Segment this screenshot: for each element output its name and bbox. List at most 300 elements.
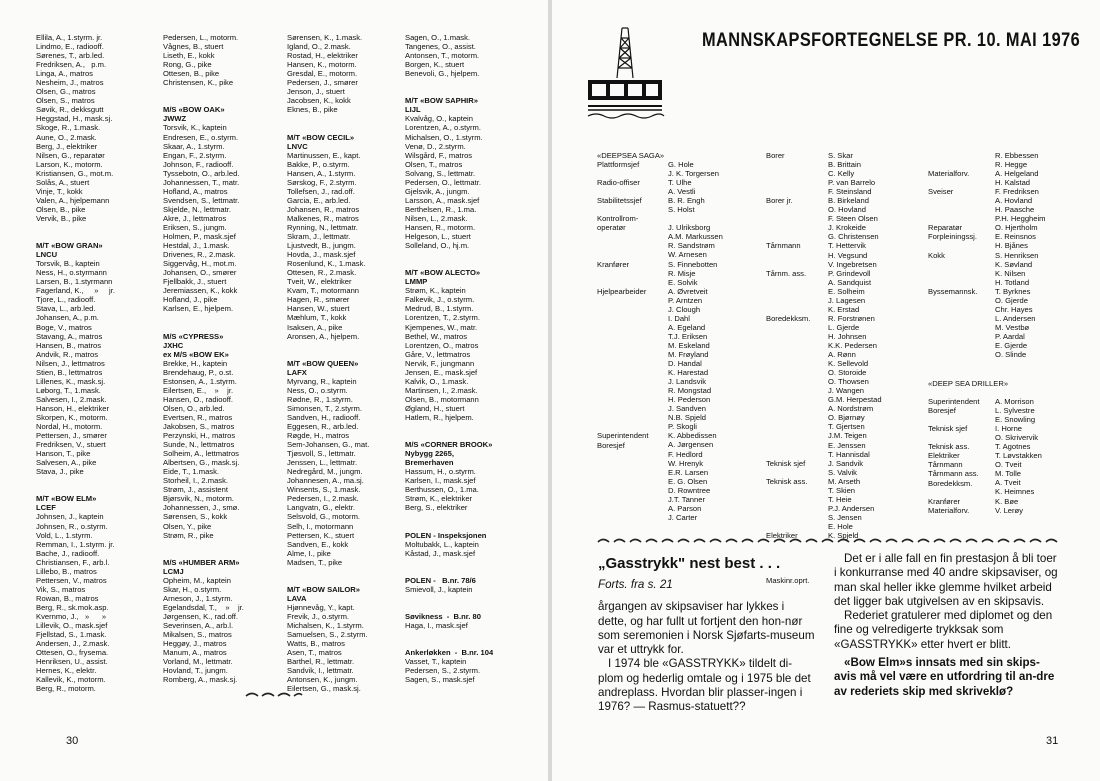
text-line: Stien, B., lettmatros bbox=[36, 367, 103, 377]
text-line: K. Søvland bbox=[995, 259, 1033, 269]
text-line: Simonsen, T., 2.styrm. bbox=[287, 403, 362, 413]
text-line: Elektriker bbox=[766, 530, 798, 540]
text-line: J. Wangen bbox=[828, 386, 865, 396]
text-line bbox=[597, 251, 664, 260]
text-line: Pedersen, L., motorm. bbox=[163, 33, 239, 42]
text-line: Boresjef bbox=[597, 440, 625, 450]
text-line: I. Dahl bbox=[668, 313, 690, 323]
text-line: Pedersen, O., lettmatr. bbox=[405, 177, 481, 187]
text-line: Teknisk sjef bbox=[928, 424, 968, 434]
text-line: Brekke, H., kaptein bbox=[163, 358, 228, 368]
text-line bbox=[36, 223, 115, 232]
text-line: Liseth, E., kokk bbox=[163, 51, 215, 61]
text-line: D. Rowntree bbox=[668, 485, 711, 495]
text-line: LCMJ bbox=[163, 566, 184, 576]
text-line: Fjellstad, S., 1.mask. bbox=[36, 630, 107, 640]
text-line: POLEN - Inspeksjonen bbox=[405, 530, 487, 540]
text-line: Olsen, B., pike bbox=[36, 204, 86, 214]
text-line bbox=[597, 477, 664, 486]
text-line: Pedersen, I., 2.mask. bbox=[287, 494, 359, 504]
text-line: Reparatør bbox=[928, 223, 963, 233]
text-line: O. Thowsen bbox=[828, 377, 869, 387]
text-line bbox=[928, 341, 977, 350]
text-line bbox=[766, 413, 810, 422]
text-line: K. Nilsen bbox=[995, 268, 1026, 278]
text-line: Larsen, B., 1.styrmann bbox=[36, 277, 113, 287]
text-line: Olsen, S., matros bbox=[36, 96, 95, 106]
text-line: Madsen, T., pike bbox=[287, 557, 343, 567]
text-line: POLEN - B.nr. 78/6 bbox=[405, 575, 476, 585]
text-line: E. G. Olsen bbox=[668, 476, 708, 486]
text-line: Plattformsjef bbox=[597, 160, 640, 170]
text-line bbox=[405, 594, 493, 603]
text-line bbox=[287, 123, 369, 132]
text-line: Teknisk ass. bbox=[928, 442, 970, 452]
text-line: O. Skrivervik bbox=[995, 433, 1039, 443]
text-line bbox=[766, 495, 810, 504]
crew3-roles bbox=[928, 151, 977, 359]
deepsea-saga-roles bbox=[597, 151, 664, 513]
text-line: Johansen, A., p.m. bbox=[36, 313, 99, 323]
text-line: Christiansen, F., arb.l. bbox=[36, 557, 110, 567]
text-line: Benevoli, G., hjelpem. bbox=[405, 69, 480, 79]
text-line bbox=[928, 314, 977, 323]
text-line bbox=[287, 576, 369, 585]
text-line bbox=[766, 278, 810, 287]
text-line: E.R. Larsen bbox=[668, 467, 709, 477]
text-line: Johnsen, J., kaptein bbox=[36, 512, 104, 522]
text-line: C. Kelly bbox=[828, 169, 855, 179]
text-line: R. Hegge bbox=[995, 160, 1028, 170]
text-line: Garcia, E., arb.led. bbox=[287, 195, 351, 205]
text-line: Superintendent bbox=[928, 397, 980, 407]
text-line: Stabilitetssjef bbox=[597, 196, 642, 206]
text-line: Malkenes, R., matros bbox=[287, 213, 359, 223]
text-line bbox=[766, 251, 810, 260]
text-line bbox=[597, 359, 664, 368]
text-line: T. Hannisdal bbox=[828, 449, 870, 459]
text-line: A. Vestli bbox=[668, 187, 696, 197]
text-line bbox=[405, 422, 493, 431]
text-line bbox=[766, 404, 810, 413]
text-line: Rosenlund, K., 1.mask. bbox=[287, 259, 366, 269]
text-line: Vik, S., matros bbox=[36, 584, 86, 594]
text-line: Boresjef bbox=[928, 406, 956, 416]
text-line: Bethel, W., matros bbox=[405, 331, 468, 341]
text-line: Kjempenes, W., matr. bbox=[405, 322, 478, 332]
text-line bbox=[405, 567, 493, 576]
text-line: E. Gjerde bbox=[995, 340, 1028, 350]
text-line: Wilsgård, F., matros bbox=[405, 150, 473, 160]
text-line: Ottesen, B., pike bbox=[163, 69, 220, 79]
text-line: Materialforv. bbox=[928, 505, 970, 515]
text-line: A. Helgeland bbox=[995, 169, 1039, 179]
text-line: Jørgensen, K., rad.off. bbox=[163, 612, 238, 621]
text-line bbox=[928, 241, 977, 250]
text-line bbox=[36, 232, 115, 241]
text-line: Boredekksm. bbox=[766, 313, 811, 323]
text-line: Berg, J., elektriker bbox=[36, 141, 98, 151]
text-line bbox=[766, 422, 810, 431]
text-line: Moltubakk, L., kaptein bbox=[405, 539, 479, 549]
text-line: Jenson, J., stuert bbox=[287, 87, 345, 97]
text-line: Sveiser bbox=[928, 187, 954, 197]
text-line: Engan, F., 2.styrm. bbox=[163, 150, 227, 160]
text-line: J. Ulriksborg bbox=[668, 223, 711, 233]
text-line: Jeremiassen, K., kokk bbox=[163, 286, 238, 296]
text-line: H. Paasche bbox=[995, 205, 1035, 215]
text-line: Torsvik, K., kaptein bbox=[163, 123, 227, 133]
text-line: Christensen, K., pike bbox=[163, 78, 234, 88]
text-line: Eide, T., 1.mask. bbox=[163, 467, 219, 477]
text-line: Haga, I., mask.sjef bbox=[405, 621, 468, 631]
text-line bbox=[766, 332, 810, 341]
text-line: S. Finnebotten bbox=[668, 259, 718, 269]
text-line bbox=[928, 205, 977, 214]
crew-column-3 bbox=[287, 33, 369, 693]
text-line: Strøm, K., kaptein bbox=[405, 286, 466, 296]
text-line: O. Hjertholm bbox=[995, 223, 1038, 233]
text-line: Aronsen, A., hjelpem. bbox=[287, 331, 360, 341]
text-line: Barthel, R., lettmatr. bbox=[287, 657, 355, 667]
text-line: Materialforv. bbox=[928, 169, 970, 179]
text-line: JXHC bbox=[163, 340, 184, 350]
text-line: S. Holst bbox=[668, 205, 695, 215]
text-line bbox=[766, 296, 810, 305]
text-line: Superintendent bbox=[597, 431, 649, 441]
text-line: Larsson, A., mask.sjef bbox=[405, 195, 480, 205]
text-line: Kalvik, O., 1.mask. bbox=[405, 376, 469, 386]
text-line: Endresen, E., o.styrm. bbox=[163, 132, 239, 142]
text-line: Vold, L., 1.styrm. bbox=[36, 530, 93, 540]
text-line: Antonsen, K., jungm. bbox=[287, 675, 358, 685]
text-line: Perzynski, H., matros bbox=[163, 431, 236, 441]
text-line: Jakobsen, S., matros bbox=[163, 422, 235, 432]
text-line: A. Parson bbox=[668, 503, 702, 513]
text-line: Berg, R., motorm. bbox=[36, 684, 96, 694]
text-line: Stava, J., pike bbox=[36, 467, 84, 477]
text-line: Hagen, R., smører bbox=[287, 295, 350, 305]
text-line bbox=[928, 151, 977, 160]
text-line: LCEF bbox=[36, 503, 56, 513]
text-line bbox=[405, 603, 493, 612]
text-line bbox=[766, 305, 810, 314]
text-line: Ness, H., o.styrmann bbox=[36, 268, 107, 278]
crew-column-4 bbox=[405, 33, 493, 684]
text-line: F. Steen Olsen bbox=[828, 214, 878, 224]
text-line: A. Egeland bbox=[668, 322, 706, 332]
text-line: A. Hovland bbox=[995, 196, 1033, 206]
text-line: O. Gjerde bbox=[995, 295, 1028, 305]
text-line: F. Steinsland bbox=[828, 187, 872, 197]
text-line: H. Bjånes bbox=[995, 241, 1028, 251]
text-line bbox=[405, 512, 493, 521]
text-line: Strøm, K., elektriker bbox=[405, 494, 473, 504]
text-line: Helgeson, L., stuert bbox=[405, 232, 471, 242]
text-line: H. Pederson bbox=[668, 395, 711, 405]
text-line: Solleland, O., hj.m. bbox=[405, 241, 470, 251]
text-line: Bremerhaven bbox=[405, 458, 454, 468]
text-line: Salvesen, A., pike bbox=[36, 458, 97, 468]
text-line: Selsvold, G., motorm. bbox=[287, 512, 361, 522]
text-line: O. Storoide bbox=[828, 368, 867, 378]
crew-column-2 bbox=[163, 33, 244, 684]
text-line bbox=[928, 305, 977, 314]
text-line bbox=[766, 205, 810, 214]
text-line: Tveit, W., elektriker bbox=[287, 277, 352, 287]
text-line: Kåstad, J., mask.sjef bbox=[405, 548, 476, 558]
text-line: Hofland, A., matros bbox=[163, 186, 228, 196]
text-line: LNVC bbox=[287, 141, 308, 151]
text-line: Hansen, K., motorm. bbox=[287, 60, 357, 70]
text-line bbox=[405, 87, 493, 96]
text-line: Ness, O., o.styrm. bbox=[287, 385, 348, 395]
text-line: Manum, A., matros bbox=[163, 648, 227, 658]
text-line: Hansen, R., motorm. bbox=[405, 222, 476, 232]
text-line: P. van Barrelo bbox=[828, 178, 876, 188]
text-line bbox=[597, 395, 664, 404]
text-line: Storheil, I., 2.mask. bbox=[163, 476, 228, 486]
text-line bbox=[766, 178, 810, 187]
text-line bbox=[597, 450, 664, 459]
text-line: Løborg, T., 1.mask. bbox=[36, 385, 101, 395]
text-line: E. Solvik bbox=[668, 277, 698, 287]
text-line: O. Slinde bbox=[995, 350, 1027, 360]
text-line: Romberg, A., mask.sj. bbox=[163, 675, 238, 685]
text-line: M. Frøyland bbox=[668, 349, 709, 359]
crew3-names bbox=[995, 151, 1046, 359]
text-line: V. Ingebretsen bbox=[828, 259, 877, 269]
deep-sea-driller-names bbox=[995, 397, 1042, 515]
text-line: Eriksen, S., jungm. bbox=[163, 222, 227, 232]
text-line: T. Heie bbox=[828, 494, 852, 504]
text-line bbox=[597, 504, 664, 513]
text-line: Pettersen, K., stuert bbox=[287, 530, 355, 540]
text-line bbox=[163, 323, 244, 332]
text-line bbox=[405, 78, 493, 87]
text-line: R. Sandstrøm bbox=[668, 241, 715, 251]
text-line bbox=[597, 350, 664, 359]
text-line: Eknes, B., pike bbox=[287, 105, 338, 115]
text-line: Winsents, S., 1.mask. bbox=[287, 485, 361, 495]
text-line: Brendehaug, P., o.st. bbox=[163, 367, 234, 377]
text-line: Johnsen, R., o.styrm. bbox=[36, 521, 108, 531]
text-line: Elektriker bbox=[928, 451, 960, 461]
article-paragraph-3: Det er i alle fall en fin prestasjon å bli toer i konkurranse med 40 andre skipsaviser, og man skal heller ikke glemme hvilket arbeid det ligger bak utgivelsen av en skipsavis. bbox=[834, 552, 1058, 608]
text-line: Tårnmann bbox=[766, 241, 801, 251]
text-line: Kristiansen, G., mot.m. bbox=[36, 168, 114, 178]
text-line: Pettersen, V., matros bbox=[36, 575, 107, 585]
text-line bbox=[766, 450, 810, 459]
text-line: LNCU bbox=[36, 250, 58, 260]
text-line: Johannessen, T., matr. bbox=[163, 177, 240, 187]
text-line: Vinje, T., kokk bbox=[36, 186, 83, 196]
text-line: R. Forstrønen bbox=[828, 313, 875, 323]
text-line bbox=[766, 341, 810, 350]
text-line: K. Sellevold bbox=[828, 359, 869, 369]
text-line: A. Morrison bbox=[995, 397, 1034, 406]
text-line: Solheim, A., lettmatros bbox=[163, 449, 239, 459]
text-line bbox=[766, 187, 810, 196]
text-line: Ankerløkken - B.nr. 104 bbox=[405, 648, 494, 658]
text-line: Andvik, R., matros bbox=[36, 349, 99, 359]
text-line: Stava, L., arb.led. bbox=[36, 304, 96, 314]
text-line: Pedersen, S., 2.styrm. bbox=[405, 666, 481, 676]
text-line: ex M/S «BOW EK» bbox=[163, 349, 229, 359]
text-line: M/T «BOW SAPHIR» bbox=[405, 96, 478, 106]
text-line: R. Misje bbox=[668, 268, 696, 278]
right-page bbox=[552, 0, 1100, 781]
text-line: Johnson, F., radiooff. bbox=[163, 159, 234, 169]
text-line: S. Skar bbox=[828, 151, 853, 160]
article-left-column bbox=[598, 578, 816, 715]
text-line: Selh, I., motormann bbox=[287, 521, 354, 531]
text-line: Tjøsvoll, S., lettmatr. bbox=[287, 449, 356, 459]
text-line: Solvang, S., lettmatr. bbox=[405, 168, 476, 178]
section-heading-deep-sea-driller: «DEEP SEA DRILLER» bbox=[928, 379, 1009, 388]
text-line: Stavang, A., matros bbox=[36, 331, 103, 341]
text-line bbox=[597, 169, 664, 178]
text-line: Johansen, R., matros bbox=[287, 204, 360, 214]
text-line: Holmen, P., mask.sjef bbox=[163, 232, 236, 242]
text-line: Hanson, H., elektriker bbox=[36, 403, 110, 413]
text-line bbox=[928, 323, 977, 332]
text-line: M/T «BOW GRAN» bbox=[36, 241, 103, 251]
text-line: Nervik, F., jungmann bbox=[405, 358, 475, 368]
text-line: H. Johnsen bbox=[828, 331, 867, 341]
text-line: Pettersen, J., smører bbox=[36, 431, 107, 441]
text-line bbox=[597, 341, 664, 350]
left-page bbox=[0, 0, 548, 781]
text-line: Venø, D., 2.styrm. bbox=[405, 141, 466, 151]
text-line: J. Krokeide bbox=[828, 223, 866, 233]
text-line: Forpleiningssj. bbox=[928, 232, 977, 242]
text-line bbox=[766, 160, 810, 169]
text-line bbox=[928, 260, 977, 269]
text-line: O. Tveit bbox=[995, 460, 1022, 470]
text-line: Pedersen, J., smører bbox=[287, 78, 358, 88]
article-right-column bbox=[834, 552, 1060, 699]
text-line bbox=[766, 386, 810, 395]
text-line bbox=[36, 476, 115, 485]
text-line: Eilertsen, E., » jr. bbox=[163, 385, 234, 395]
text-line: Lindmo, E., radiooff. bbox=[36, 42, 104, 52]
text-line bbox=[597, 232, 664, 241]
text-line bbox=[928, 296, 977, 305]
text-line bbox=[287, 114, 369, 123]
text-line: P. Aardal bbox=[995, 331, 1025, 341]
text-line: G. Christensen bbox=[828, 232, 879, 242]
article-headline: „Gasstrykk" nest best . . . bbox=[598, 555, 781, 572]
text-line bbox=[766, 359, 810, 368]
text-line: E. Jenssen bbox=[828, 440, 866, 450]
text-line bbox=[766, 486, 810, 495]
text-line: Kranfører bbox=[597, 259, 630, 269]
text-line: Vervik, B., pike bbox=[36, 213, 87, 223]
text-line: Sunde, N., lettmatros bbox=[163, 440, 235, 450]
text-line: Egelandsdal, T., » jr. bbox=[163, 602, 244, 612]
text-line bbox=[597, 205, 664, 214]
text-line bbox=[36, 485, 115, 494]
text-line: Opheim, M., kaptein bbox=[163, 575, 231, 585]
text-line: Rong, G., pike bbox=[163, 60, 212, 70]
text-line: Jensen, E., mask.sjef bbox=[405, 367, 478, 377]
text-line bbox=[597, 468, 664, 477]
text-line: Skar, H., o.styrm. bbox=[163, 584, 222, 594]
text-line: J.M. Teigen bbox=[828, 431, 867, 441]
text-line: Vorland, M., lettmatr. bbox=[163, 657, 233, 667]
text-line: Olsen, T., matros bbox=[405, 159, 463, 169]
text-line: Hjønnevåg, Y., kapt. bbox=[287, 602, 355, 612]
text-line: A. Rønn bbox=[828, 350, 856, 360]
text-line: Nilsen, G., reparatør bbox=[36, 150, 105, 160]
text-line bbox=[597, 332, 664, 341]
text-line: Strøm, J., assistent bbox=[163, 485, 228, 495]
text-line: Hernes, K., elektr. bbox=[36, 666, 97, 676]
text-line: Evertsen, R., matros bbox=[163, 412, 233, 422]
text-line: L. Andersen bbox=[995, 313, 1036, 323]
text-line: M/T «BOW QUEEN» bbox=[287, 358, 359, 368]
text-line: LAVA bbox=[287, 593, 307, 603]
text-line: J. K. Torgersen bbox=[668, 169, 719, 179]
text-line: Linga, A., matros bbox=[36, 69, 93, 79]
text-line bbox=[597, 296, 664, 305]
text-line: J. Sandvik bbox=[828, 458, 864, 468]
text-line: Martinussen, E., kapt. bbox=[287, 150, 361, 160]
text-line: R. Ebbessen bbox=[995, 151, 1039, 160]
text-line: Skaar, A., 1.styrm. bbox=[163, 141, 225, 151]
text-line: Mikalsen, S., matros bbox=[163, 630, 232, 640]
text-line: Borgen, K., stuert bbox=[405, 60, 465, 70]
text-line: T. Løvstakken bbox=[995, 451, 1042, 461]
text-line: Igland, O., 2.mask. bbox=[287, 42, 351, 52]
text-line: M. Arseth bbox=[828, 476, 861, 486]
text-line: T. Byrknes bbox=[995, 286, 1031, 296]
text-line: H. Totland bbox=[995, 277, 1030, 287]
text-line: Bjørsvik, N., motorm. bbox=[163, 494, 234, 504]
text-line: Tollefsen, J., rad.off. bbox=[287, 186, 355, 196]
text-line: R. Mongstad bbox=[668, 386, 712, 396]
text-line: Lillevik, O., mask.sjef bbox=[36, 621, 108, 631]
text-line: Falkevik, J., o.styrm. bbox=[405, 295, 475, 305]
text-line: Medrud, B., 1.styrm. bbox=[405, 304, 474, 314]
text-line bbox=[597, 278, 664, 287]
text-line: Frevik, J., o.styrm. bbox=[287, 612, 350, 621]
text-line: T. Ulhe bbox=[668, 178, 692, 188]
text-line: T.J. Eriksen bbox=[668, 331, 708, 341]
text-line: M/T «BOW ELM» bbox=[36, 494, 97, 504]
text-line: Nesheim, J., matros bbox=[36, 78, 104, 88]
text-line: Hanson, T., pike bbox=[36, 449, 91, 459]
text-line: Siggervåg, H., mot.m. bbox=[163, 259, 237, 269]
text-line: Sandven, E., kokk bbox=[287, 539, 349, 549]
text-line: Tangenes, O., assist. bbox=[405, 42, 476, 52]
text-line bbox=[405, 522, 493, 531]
text-line: Kranfører bbox=[928, 496, 961, 506]
text-line: P.J. Andersen bbox=[828, 503, 875, 513]
text-line bbox=[405, 431, 493, 440]
text-line: Ottesen, R., 2.mask. bbox=[287, 268, 357, 278]
text-line: A. Øvretveit bbox=[668, 286, 708, 296]
text-line: W. Arnesen bbox=[668, 250, 707, 260]
text-line bbox=[928, 196, 977, 205]
text-line: J.T. Tanner bbox=[668, 494, 706, 504]
text-line bbox=[597, 413, 664, 422]
text-line: Rostad, H., elektriker bbox=[287, 51, 358, 61]
text-line: Sandven, H., radiooff. bbox=[287, 412, 361, 422]
text-line: J. Sandven bbox=[668, 404, 706, 414]
text-line: H. Vegsund bbox=[828, 250, 868, 260]
